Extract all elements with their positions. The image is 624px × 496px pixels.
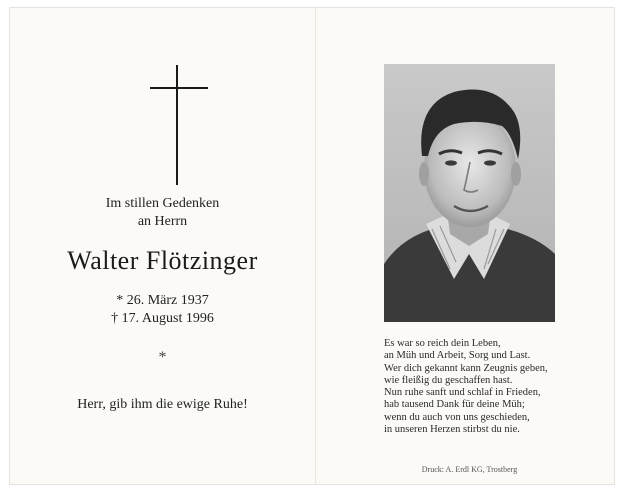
memorial-card — [10, 8, 614, 484]
poem-line: Wer dich gekannt kann Zeugnis geben, — [384, 362, 548, 374]
death-date: † 17. August 1996 — [111, 311, 214, 326]
deceased-name: Walter Flötzinger — [67, 246, 258, 275]
card-fold — [315, 8, 316, 484]
poem-line: Es war so reich dein Leben, — [384, 338, 501, 349]
memory-line-2: an Herrn — [137, 214, 188, 229]
life-dates — [10, 292, 315, 328]
poem-line: wie fleißig du geschaffen hast. — [384, 374, 513, 386]
prayer-line: Herr, gib ihm die ewige Ruhe! — [77, 397, 248, 412]
printer-credit: Druck: A. Erdl KG, Trostberg — [421, 465, 518, 474]
memory-line-1: Im stillen Gedenken — [105, 196, 220, 211]
memory-text — [10, 195, 315, 231]
portrait-photo — [384, 64, 555, 322]
birth-date: * 26. März 1937 — [116, 293, 209, 308]
memorial-poem — [384, 338, 594, 436]
poem-line: an Müh und Arbeit, Sorg und Last. — [384, 350, 531, 362]
poem-line: in unseren Herzen stirbst du nie. — [384, 424, 520, 436]
cross-icon — [150, 65, 208, 185]
star-ornament: * — [158, 349, 167, 366]
poem-line: hab tausend Dank für deine Müh; — [384, 399, 525, 411]
poem-line: Nun ruhe sanft und schlaf in Frieden, — [384, 387, 541, 399]
poem-line: wenn du auch von uns geschieden, — [384, 411, 530, 423]
